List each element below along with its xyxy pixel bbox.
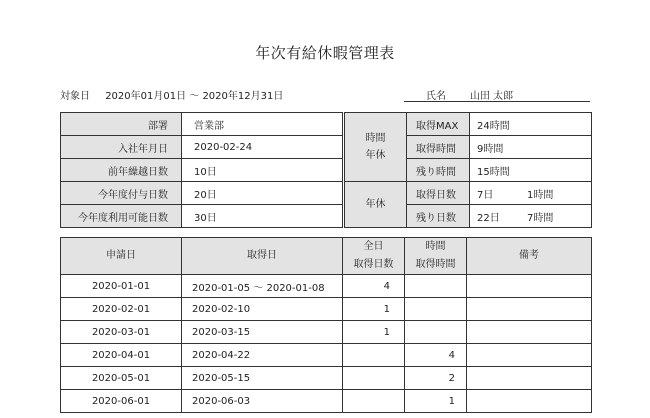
take-date-cell: 2020-05-15 xyxy=(182,367,343,390)
document-title: 年次有給休暇管理表 xyxy=(255,44,395,62)
full-day-cell: 4 xyxy=(343,275,405,298)
hourly-cell: 4 xyxy=(405,344,467,367)
hourly-leave-section xyxy=(345,113,407,182)
days-remaining-days: 22日 xyxy=(477,212,500,224)
days-remaining-label: 残り日数 xyxy=(407,205,470,228)
take-date-header: 取得日 xyxy=(182,238,343,275)
available-value: 30日 xyxy=(182,205,343,228)
hourly-leave-section-line2: 年休 xyxy=(365,150,386,161)
apply-date-cell: 2020-05-01 xyxy=(61,367,182,390)
info-row xyxy=(61,159,592,182)
apply-date-cell: 2020-03-01 xyxy=(61,321,182,344)
hourly-leave-section-line1: 時間 xyxy=(365,133,386,144)
full-day-header-line1: 全日 xyxy=(363,241,384,252)
leave-detail-table xyxy=(60,237,592,413)
remarks-cell xyxy=(467,344,592,367)
hourly-cell xyxy=(405,298,467,321)
full-day-header xyxy=(343,238,405,275)
target-period-label: 対象日 xyxy=(60,91,90,102)
department-label: 部署 xyxy=(61,113,182,136)
apply-date-cell: 2020-06-01 xyxy=(61,390,182,413)
hourly-max-value: 24時間 xyxy=(470,113,592,136)
take-date-cell: 2020-02-10 xyxy=(182,298,343,321)
hourly-header xyxy=(405,238,467,275)
days-taken-label: 取得日数 xyxy=(407,182,470,205)
detail-header-row xyxy=(61,238,592,275)
hourly-taken-label: 取得時間 xyxy=(407,136,470,159)
hourly-header-line1: 時間 xyxy=(425,241,446,252)
hourly-cell xyxy=(405,275,467,298)
remarks-cell xyxy=(467,275,592,298)
join-date-label: 入社年月日 xyxy=(61,136,182,159)
table-row xyxy=(61,390,592,413)
info-row xyxy=(61,113,592,136)
info-row xyxy=(61,205,592,228)
table-row xyxy=(61,367,592,390)
days-taken-hours: 1時間 xyxy=(527,189,554,201)
apply-date-cell: 2020-02-01 xyxy=(61,298,182,321)
department-value: 営業部 xyxy=(182,113,343,136)
granted-value: 20日 xyxy=(182,182,343,205)
hourly-header-line2: 取得時間 xyxy=(415,259,456,270)
remarks-cell xyxy=(467,298,592,321)
granted-label: 今年度付与日数 xyxy=(61,182,182,205)
full-day-cell xyxy=(343,390,405,413)
days-taken-days: 7日 xyxy=(477,189,494,201)
days-remaining-hours: 7時間 xyxy=(527,212,554,224)
info-row xyxy=(61,136,592,159)
apply-date-cell: 2020-04-01 xyxy=(61,344,182,367)
carryover-label: 前年繰越日数 xyxy=(61,159,182,182)
take-date-cell: 2020-01-05 〜 2020-01-08 xyxy=(182,275,343,298)
hourly-remaining-label: 残り時間 xyxy=(407,159,470,182)
info-row xyxy=(61,182,592,205)
hourly-cell: 2 xyxy=(405,367,467,390)
full-day-cell: 1 xyxy=(343,321,405,344)
table-row xyxy=(61,275,592,298)
apply-date-cell: 2020-01-01 xyxy=(61,275,182,298)
take-date-cell: 2020-03-15 xyxy=(182,321,343,344)
table-row xyxy=(61,321,592,344)
hourly-cell: 1 xyxy=(405,390,467,413)
hourly-max-label: 取得MAX xyxy=(407,113,470,136)
target-period xyxy=(60,87,283,102)
apply-date-header: 申請日 xyxy=(61,238,182,275)
days-remaining-value xyxy=(470,205,592,228)
remarks-cell xyxy=(467,321,592,344)
remarks-header: 備考 xyxy=(467,238,592,275)
hourly-remaining-value: 15時間 xyxy=(470,159,592,182)
employee-name-value: 山田 太郎 xyxy=(470,91,514,102)
carryover-value: 10日 xyxy=(182,159,343,182)
full-day-cell xyxy=(343,367,405,390)
employee-name-label: 氏名 xyxy=(426,91,446,102)
table-row xyxy=(61,344,592,367)
full-day-header-line2: 取得日数 xyxy=(353,259,394,270)
take-date-cell: 2020-06-03 xyxy=(182,390,343,413)
full-day-cell: 1 xyxy=(343,298,405,321)
hourly-taken-value: 9時間 xyxy=(470,136,592,159)
days-taken-value xyxy=(470,182,592,205)
leave-section: 年休 xyxy=(345,182,407,228)
employee-name-field xyxy=(404,85,590,102)
join-date-value: 2020-02-24 xyxy=(182,136,343,159)
remarks-cell xyxy=(467,367,592,390)
full-day-cell xyxy=(343,344,405,367)
remarks-cell xyxy=(467,390,592,413)
hourly-cell xyxy=(405,321,467,344)
employee-info-table xyxy=(60,112,592,228)
target-period-value: 2020年01月01日 〜 2020年12月31日 xyxy=(105,91,284,102)
table-row xyxy=(61,298,592,321)
available-label: 今年度利用可能日数 xyxy=(61,205,182,228)
take-date-cell: 2020-04-22 xyxy=(182,344,343,367)
